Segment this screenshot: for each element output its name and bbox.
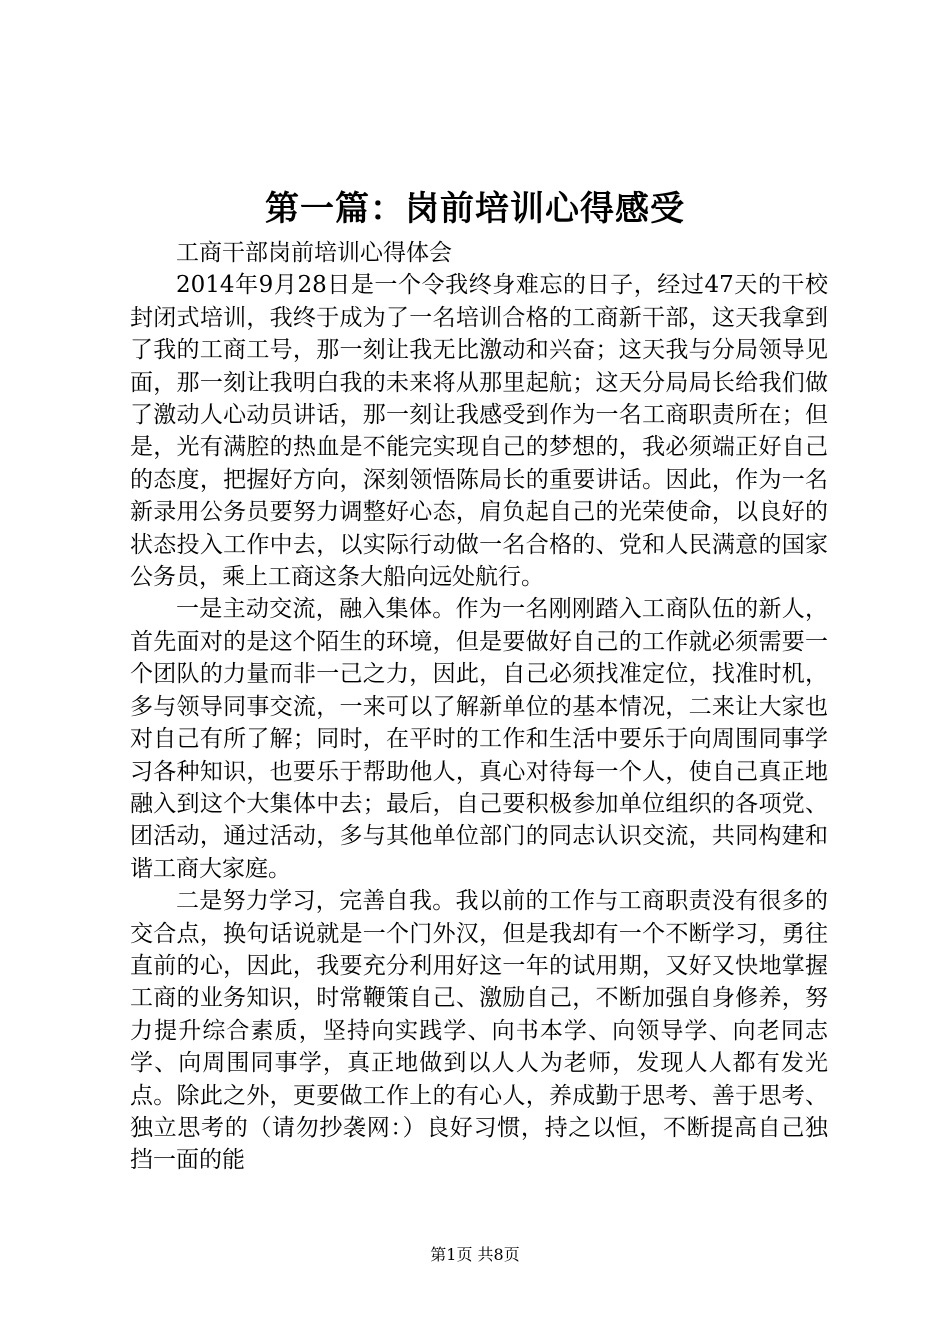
paragraph-point-one: 一是主动交流，融入集体。作为一名刚刚踏入工商队伍的新人，首先面对的是这个陌生的环境，但是要做好自己的工作就必须需要一个团队的力量而非一己之力，因此，自己必须找准定位，找准时机，多与领导同事交流，一来可以了解新单位的基本情况，二来让大家也对自己有所了解；同时，在平时的工作和生活中要乐于向周围同事学习各种知识，也要乐于帮助他人，真心对待每一个人，使自己真正地融入到这个大集体中去；最后，自己要积极参加单位组织的各项党、团活动，通过活动，多与其他单位部门的同志认识交流，共同构建和谐工商大家庭。 [130, 596, 828, 882]
paragraph-subtitle: 工商干部岗前培训心得体会 [176, 240, 452, 266]
paragraph-intro: 2014年9月28日是一个令我终身难忘的日子，经过47天的干校封闭式培训，我终于成为了一名培训合格的工商新干部，这天我拿到了我的工商工号，那一刻让我无比激动和兴奋；这天我与分局领导见面，那一刻让我明白我的未来将从那里起航；这天分局局长给我们做了激动人心动员讲话，那一刻让我感受到作为一名工商职责所在；但是，光有满腔的热血是不能完实现自己的梦想的，我必须端正好自己的态度，把握好方向，深刻领悟陈局长的重要讲话。因此，作为一名新录用公务员要努力调整好心态，肩负起自己的光荣使命，以良好的状态投入工作中去，以实际行动做一名合格的、党和人民满意的国家公务员，乘上工商这条大船向远处航行。 [130, 272, 828, 591]
page-number-footer: 第1页 共8页 [430, 1245, 520, 1264]
paragraph-point-two: 二是努力学习，完善自我。我以前的工作与工商职责没有很多的交合点，换句话说就是一个门外汉，但是我却有一个不断学习，勇往直前的心，因此，我要充分利用好这一年的试用期，又好又快地掌握工商的业务知识，时常鞭策自己、激励自己，不断加强自身修养，努力提升综合素质，坚持向实践学、向书本学、向领导学、向老同志学、向周围同事学，真正地做到以人人为老师，发现人人都有发光点。除此之外，更要做工作上的有心人，养成勤于思考、善于思考、独立思考的（请勿抄袭网：）良好习惯，持之以恒，不断提高自己独挡一面的能 [130, 888, 828, 1174]
document-title: 第一篇：岗前培训心得感受 [265, 189, 685, 229]
document-body [130, 237, 828, 1177]
